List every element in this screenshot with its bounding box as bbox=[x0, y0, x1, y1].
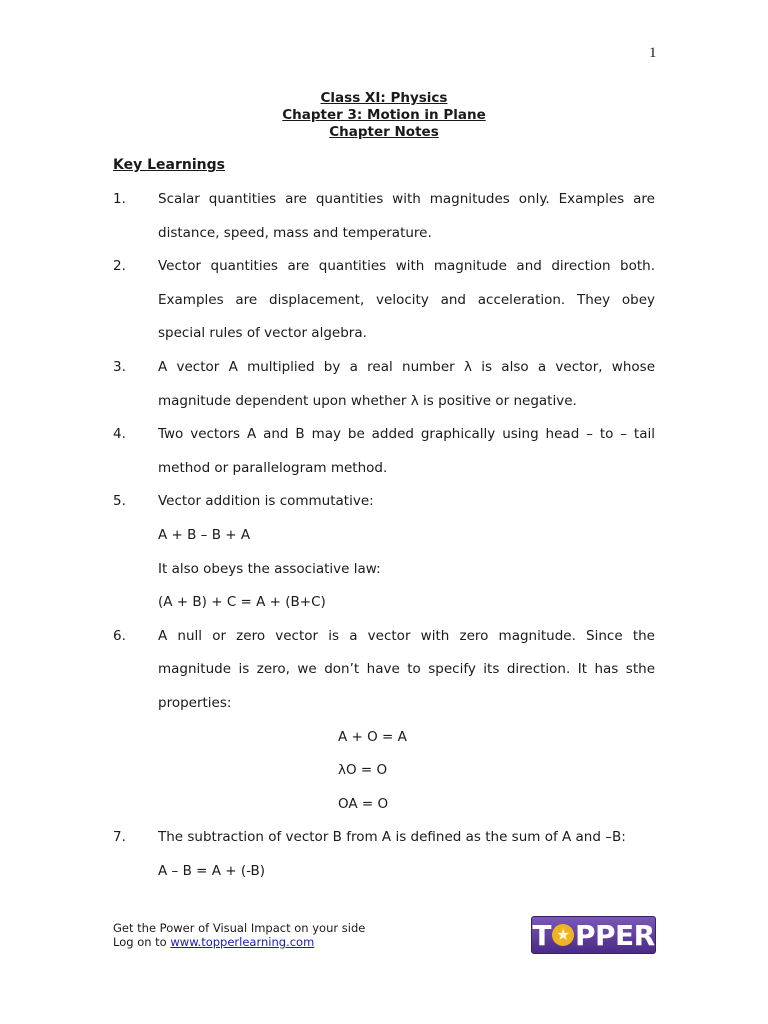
footer-tagline: Get the Power of Visual Impact on your side bbox=[113, 921, 366, 935]
list-item bbox=[113, 250, 655, 284]
logo-text-start: T bbox=[532, 918, 551, 952]
page-footer bbox=[113, 921, 365, 949]
item-text: Scalar quantities are quantities with magnitudes only. Examples are bbox=[158, 191, 655, 207]
item-text: properties: bbox=[158, 694, 232, 711]
topper-logo bbox=[531, 916, 656, 954]
item-text: magnitude is zero, we don’t have to specify its direction. It has sthe bbox=[158, 661, 655, 678]
class-title: Class XI: Physics bbox=[320, 90, 448, 106]
section-heading: Key Learnings bbox=[113, 157, 225, 173]
item-number: 5. bbox=[113, 493, 126, 510]
item-text: distance, speed, mass and temperature. bbox=[158, 224, 432, 241]
list-item bbox=[113, 418, 655, 452]
chapter-title: Chapter 3: Motion in Plane bbox=[282, 107, 486, 123]
item-text: Two vectors A and B may be added graphically using head – to – tail bbox=[158, 426, 655, 443]
item-text: The subtraction of vector B from A is defined as the sum of A and –B: bbox=[158, 829, 626, 846]
equation: λO = O bbox=[338, 762, 388, 779]
item-text: special rules of vector algebra. bbox=[158, 325, 367, 342]
key-learnings-list bbox=[113, 183, 655, 888]
equation: A + O = A bbox=[338, 728, 407, 745]
item-number: 4. bbox=[113, 426, 126, 443]
item-text: Vector quantities are quantities with magnitude and direction both. bbox=[158, 258, 655, 275]
website-link[interactable]: www.topperlearning.com bbox=[170, 935, 315, 949]
item-text: A vector A multiplied by a real number λ is also a vector, whose bbox=[158, 358, 655, 375]
item-text: method or parallelogram method. bbox=[158, 459, 388, 476]
document-title-block bbox=[0, 90, 768, 141]
list-item bbox=[113, 183, 655, 217]
logo-text-end: PPER bbox=[574, 918, 655, 952]
equation: A + B – B + A bbox=[158, 526, 251, 543]
item-number: 1. bbox=[113, 191, 126, 207]
item-number: 7. bbox=[113, 829, 126, 846]
list-item bbox=[113, 485, 655, 519]
item-text: Vector addition is commutative: bbox=[158, 493, 374, 510]
equation: A – B = A + (-B) bbox=[158, 862, 266, 879]
list-item bbox=[113, 351, 655, 385]
star-icon: ★ bbox=[552, 924, 574, 946]
item-text: It also obeys the associative law: bbox=[158, 560, 381, 577]
item-text: magnitude dependent upon whether λ is positive or negative. bbox=[158, 392, 577, 409]
page-number: 1 bbox=[649, 45, 657, 61]
notes-title: Chapter Notes bbox=[329, 124, 439, 140]
item-number: 6. bbox=[113, 627, 126, 644]
equation: (A + B) + C = A + (B+C) bbox=[158, 594, 326, 611]
equation: OA = O bbox=[338, 795, 389, 812]
item-number: 3. bbox=[113, 358, 126, 375]
item-number: 2. bbox=[113, 258, 126, 275]
footer-logon-line bbox=[113, 935, 365, 949]
list-item bbox=[113, 821, 655, 855]
item-text: Examples are displacement, velocity and acceleration. They obey bbox=[158, 291, 655, 308]
list-item bbox=[113, 620, 655, 654]
footer-logon-prefix: Log on to bbox=[113, 935, 171, 949]
item-text: A null or zero vector is a vector with zero magnitude. Since the bbox=[158, 627, 655, 644]
